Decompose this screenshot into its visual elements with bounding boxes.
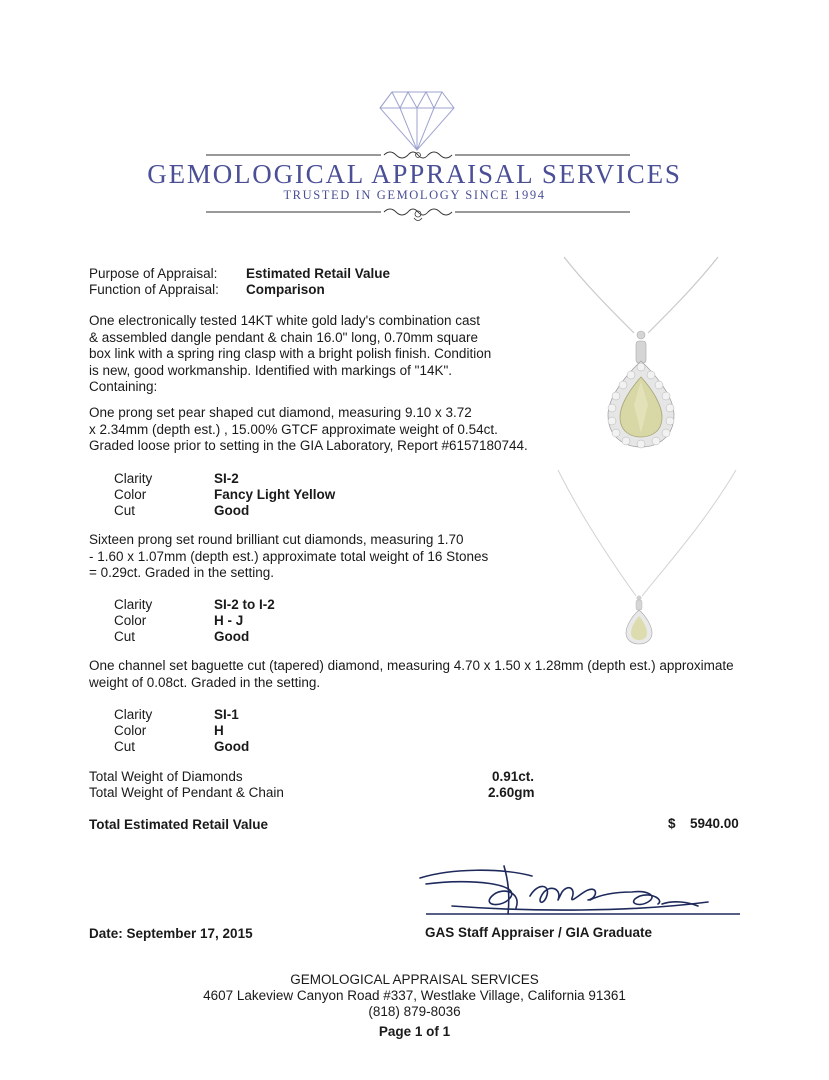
stone2-line: - 1.60 x 1.07mm (depth est.) approximate total weight of 16 Stones	[89, 548, 489, 564]
stone3-color-value: H	[214, 723, 224, 738]
description-line: One electronically tested 14KT white gold lady's combination cast	[89, 313, 481, 328]
stone1-clarity-value: SI-2	[214, 471, 239, 486]
description-line: & assembled dangle pendant & chain 16.0" long, 0.70mm square	[89, 329, 479, 345]
footer-phone: (818) 879-8036	[368, 1004, 461, 1019]
page-number: Page 1 of 1	[378, 1024, 451, 1039]
purpose-value: Estimated Retail Value	[246, 266, 391, 281]
stone2-line: = 0.29ct. Graded in the setting.	[89, 565, 274, 580]
function-label: Function of Appraisal:	[89, 282, 219, 297]
function-value: Comparison	[246, 282, 325, 297]
stone1-clarity-label: Clarity	[114, 471, 153, 486]
appraiser-title: GAS Staff Appraiser / GIA Graduate	[425, 925, 653, 940]
stone3-description	[89, 658, 734, 691]
company-tagline: TRUSTED IN GEMOLOGY SINCE 1994	[283, 188, 546, 202]
total-diamonds-value: 0.91ct.	[492, 769, 535, 784]
description-line: box link with a spring ring clasp with a bright polish finish. Condition	[89, 346, 492, 361]
stone3-clarity-value: SI-1	[214, 707, 239, 722]
total-retail-value: 5940.00	[690, 816, 739, 831]
stone2-description	[89, 532, 488, 582]
stone2-cut-label: Cut	[114, 629, 136, 644]
stone3-cut-value: Good	[214, 739, 250, 754]
pendant-photo-closeup	[556, 255, 726, 460]
stone1-color-label: Color	[114, 487, 147, 502]
stone3-line: weight of 0.08ct. Graded in the setting.	[89, 674, 321, 690]
stone3-color-label: Color	[114, 723, 147, 738]
total-retail-label: Total Estimated Retail Value	[89, 817, 269, 832]
stone1-color-value: Fancy Light Yellow	[214, 487, 336, 502]
stone3-clarity-label: Clarity	[114, 707, 153, 722]
stone1-line: Graded loose prior to setting in the GIA Laboratory, Report #6157180744.	[89, 438, 528, 453]
stone2-color-value: H - J	[214, 613, 244, 628]
total-pendant-value: 2.60gm	[488, 785, 535, 800]
total-pendant-label: Total Weight of Pendant & Chain	[89, 785, 284, 800]
appraisal-date: Date: September 17, 2015	[89, 926, 253, 941]
pendant-photo-full	[556, 466, 746, 646]
stone3-line: One channel set baguette cut (tapered) diamond, measuring 4.70 x 1.50 x 1.28mm (depth est.) approximate	[89, 658, 734, 673]
company-title: GEMOLOGICAL APPRAISAL SERVICES	[147, 159, 682, 189]
description-line: Containing:	[89, 379, 158, 394]
currency-symbol: $	[668, 816, 676, 831]
stone2-cut-value: Good	[214, 629, 250, 644]
stone2-clarity-label: Clarity	[114, 597, 153, 612]
stone1-cut-label: Cut	[114, 503, 136, 518]
signature-graphic	[412, 862, 744, 922]
item-description	[89, 313, 491, 396]
stone1-cut-value: Good	[214, 503, 250, 518]
header-rule-bottom	[206, 204, 630, 224]
footer-address: 4607 Lakeview Canyon Road #337, Westlake Village, California 91361	[203, 988, 626, 1003]
stone1-description	[89, 405, 528, 455]
footer-company: GEMOLOGICAL APPRAISAL SERVICES	[290, 972, 539, 987]
purpose-label: Purpose of Appraisal:	[89, 266, 218, 281]
stone2-color-label: Color	[114, 613, 147, 628]
stone1-line: One prong set pear shaped cut diamond, measuring 9.10 x 3.72	[89, 405, 472, 420]
stone3-cut-label: Cut	[114, 739, 136, 754]
stone2-line: Sixteen prong set round brilliant cut diamonds, measuring 1.70	[89, 532, 464, 547]
stone2-clarity-value: SI-2 to I-2	[214, 597, 275, 612]
stone1-line: x 2.34mm (depth est.) , 15.00% GTCF approximate weight of 0.54ct.	[89, 421, 498, 437]
description-line: is new, good workmanship. Identified with markings of "14K".	[89, 362, 453, 378]
diamond-logo-icon	[378, 88, 456, 152]
total-diamonds-label: Total Weight of Diamonds	[89, 769, 243, 784]
header-rule-top	[206, 150, 630, 159]
